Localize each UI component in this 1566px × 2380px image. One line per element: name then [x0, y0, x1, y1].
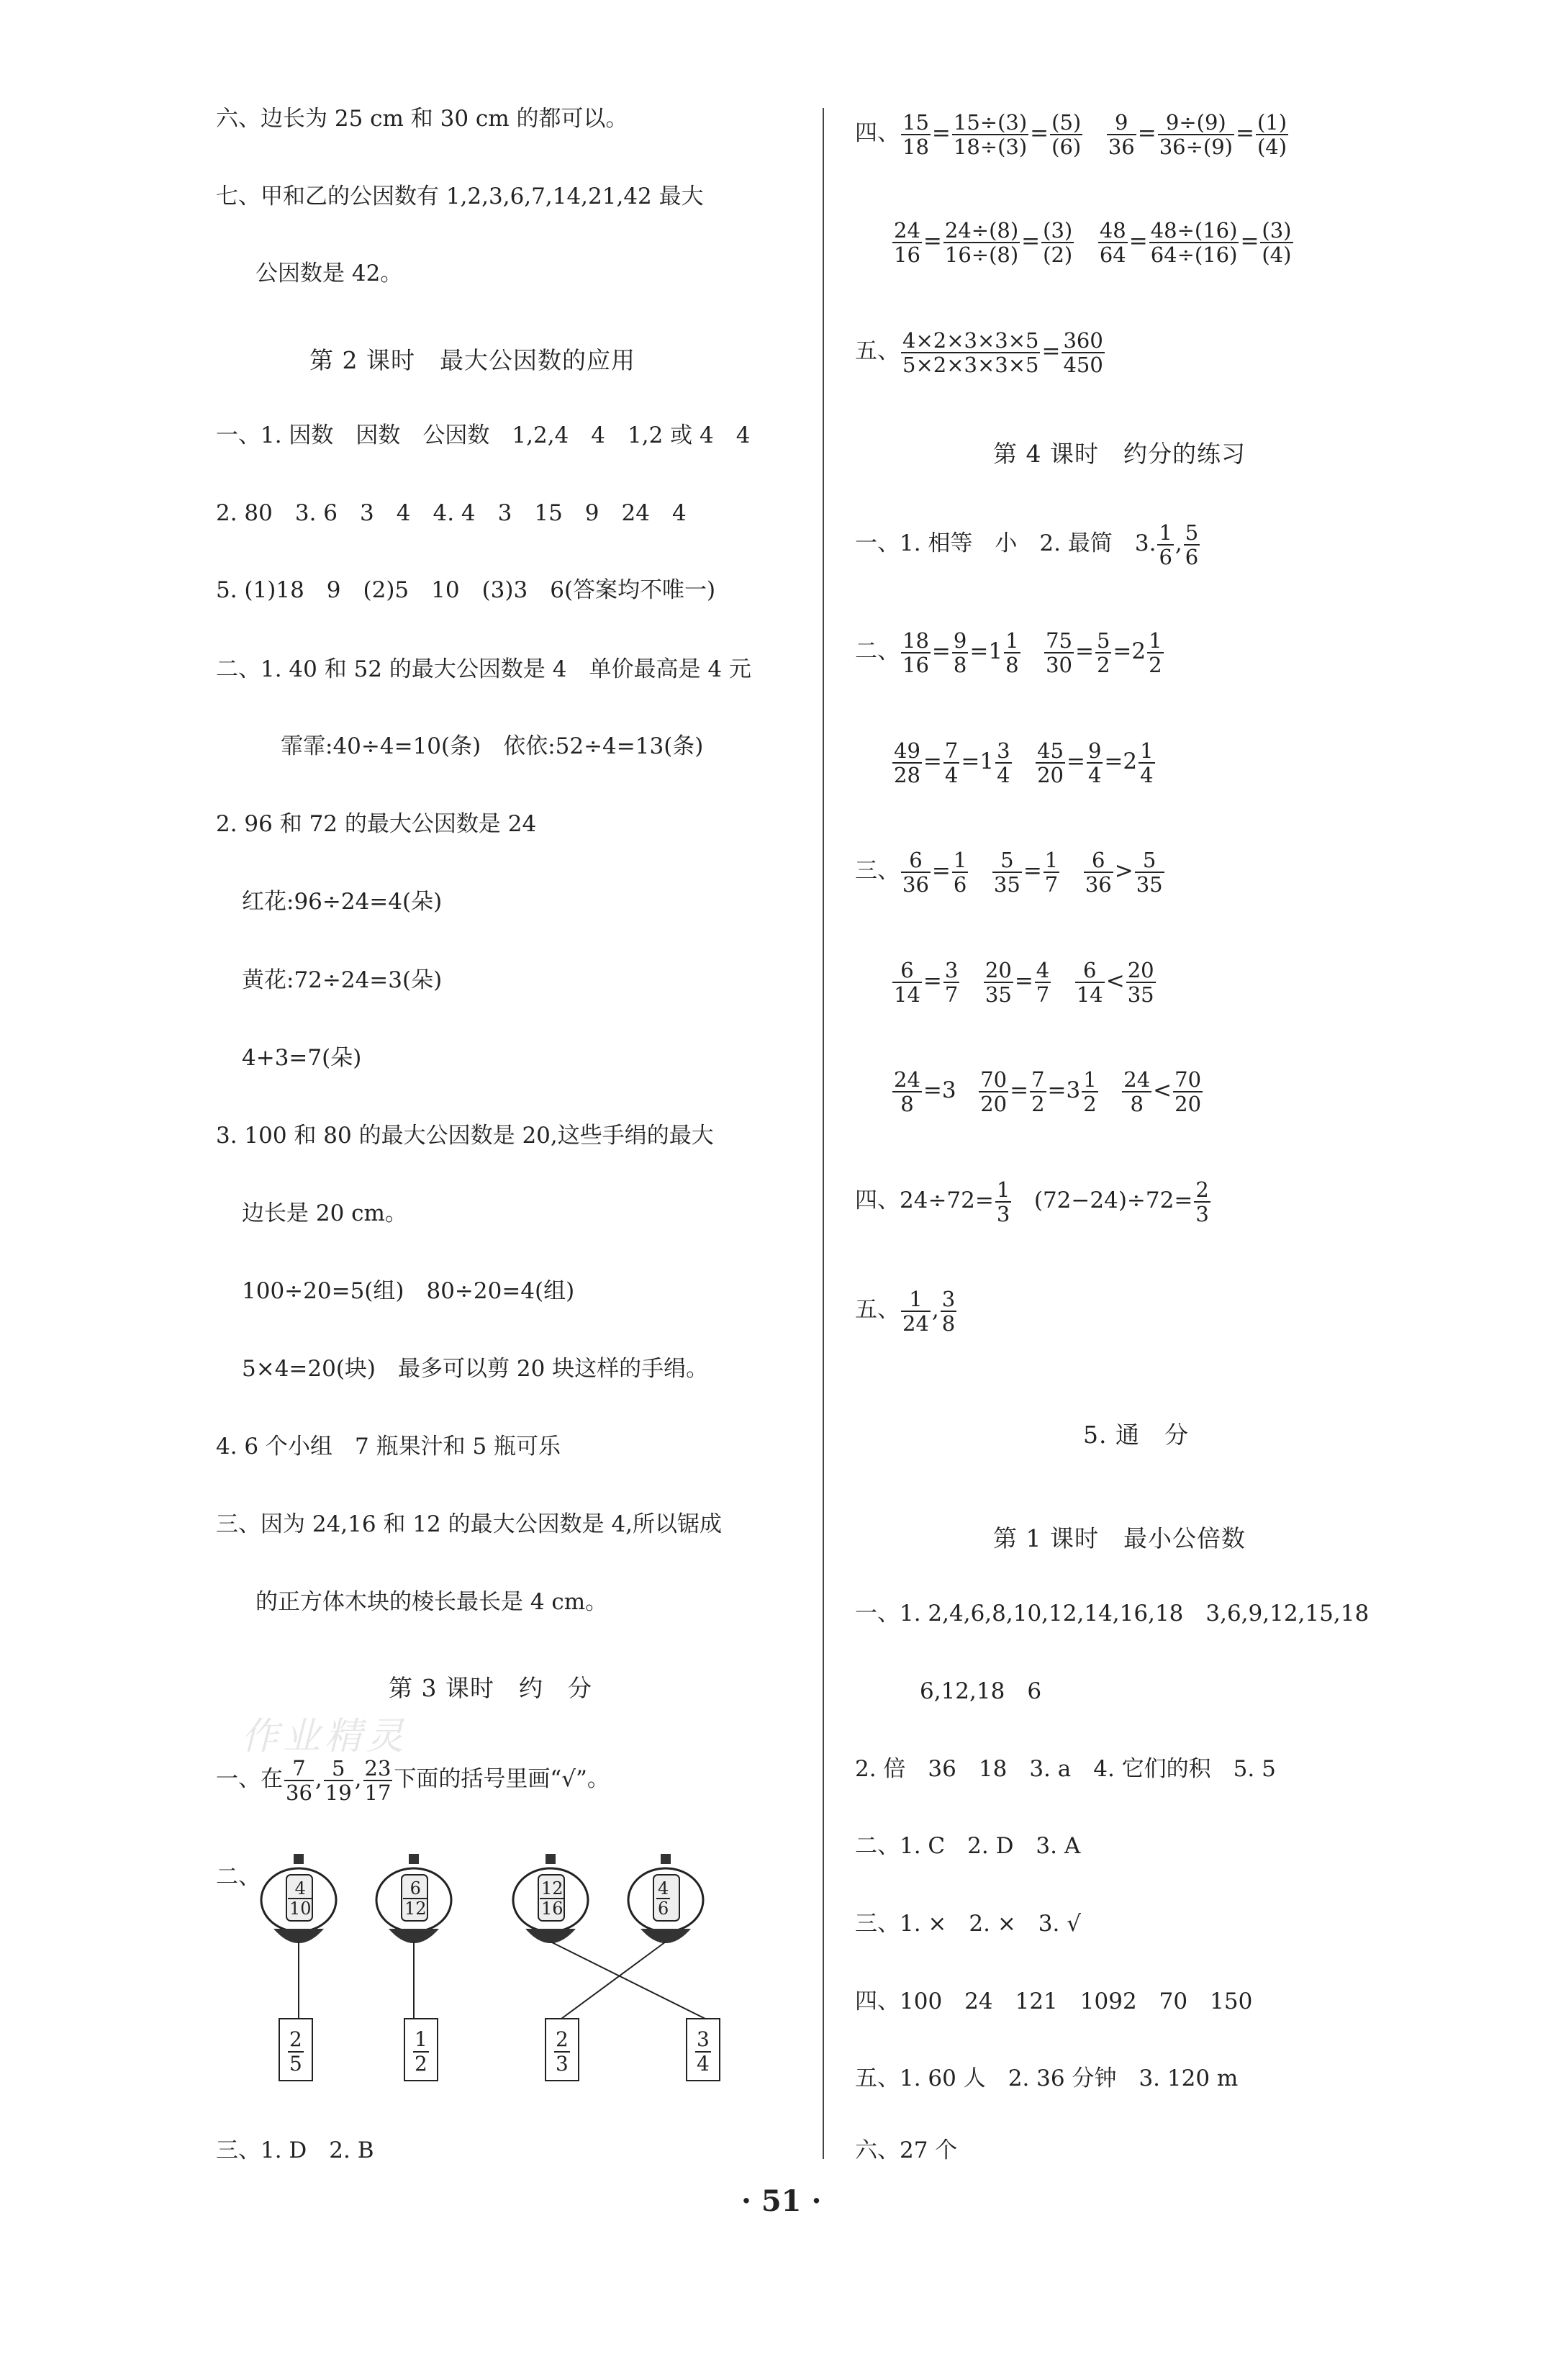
answer-line: 六、27 个 — [855, 2137, 958, 2163]
answer-line: 6,12,18 6 — [920, 1678, 1042, 1704]
lantern-fraction: $\frac{4}{6}$ — [658, 1878, 669, 1919]
fraction: $\frac{23}{17}$ — [364, 1755, 392, 1805]
answer-line: 六、边长为 25 cm 和 30 cm 的都可以。 — [216, 106, 628, 132]
column-divider — [823, 108, 824, 2159]
watermark: 作业精灵 — [241, 1715, 409, 1758]
answer-line: 五、1. 60 人 2. 36 分钟 3. 120 m — [855, 2065, 1239, 2091]
answer-line: 三、1. D 2. B — [216, 2137, 374, 2163]
answer-line: 二、 $\frac{18}{16}$ = $\frac{9}{8}$ =1 $\frac{1}{8}$ $\frac{75}{30}$ = $\frac{5}{2}$ =2 $\frac{1}{2}$ — [855, 628, 1162, 677]
answer-line: 4. 6 个小组 7 瓶果汁和 5 瓶可乐 — [216, 1434, 561, 1460]
lantern-fraction: $\frac{4}{10}$ — [289, 1878, 312, 1919]
fraction: $\frac{5}{19}$ — [325, 1755, 352, 1805]
match-line — [561, 1942, 666, 2019]
answer-line: 三、 $\frac{6}{36}$ = $\frac{1}{6}$ $\frac{5}{35}$ = $\frac{1}{7}$ $\frac{6}{36}$ > $\frac{5}{35}$ — [855, 847, 1163, 897]
section-heading: 第 4 课时 约分的练习 — [993, 440, 1246, 468]
answer-line: 5×4=20(块) 最多可以剪 20 块这样的手绢。 — [242, 1356, 709, 1382]
lantern-fraction: $\frac{6}{12}$ — [404, 1878, 427, 1919]
answer-line: 四、100 24 121 1092 70 150 — [855, 1988, 1253, 2014]
answer-line: $\frac{24}{8}$ =3 $\frac{70}{20}$ = $\frac{7}{2}$ =3 $\frac{1}{2}$ $\frac{24}{8}$ < $\frac{70}{20}$ — [894, 1067, 1202, 1116]
answer-line: 黄花:72÷24=3(朵) — [242, 967, 443, 993]
answer-line: 三、1. × 2. × 3. √ — [855, 1911, 1081, 1937]
answer-line: 四、24÷72= $\frac{1}{3}$ (72−24)÷72= $\frac{2}{3}$ — [855, 1177, 1209, 1226]
answer-line: 公因数是 42。 — [255, 261, 403, 286]
answer-line: 2. 96 和 72 的最大公因数是 24 — [216, 811, 537, 837]
answer-line: 4+3=7(朵) — [242, 1045, 362, 1071]
box-fraction: $\frac{3}{4}$ — [697, 2027, 710, 2076]
answer-text: 一、在 — [216, 1766, 283, 1792]
answer-line: 二、 — [216, 1864, 261, 1890]
answer-line: 一、在 $\frac{7}{36}$ , $\frac{5}{19}$ , $\frac{23}{17}$ 下面的括号里画“√”。 — [216, 1755, 610, 1805]
answer-line: 3. 100 和 80 的最大公因数是 20,这些手绢的最大 — [216, 1123, 714, 1149]
lantern-matching-diagram — [245, 1850, 763, 2087]
page-number: · 51 · — [741, 2184, 822, 2218]
answer-line: 边长是 20 cm。 — [242, 1200, 407, 1226]
answer-line: 100÷20=5(组) 80÷20=4(组) — [242, 1278, 575, 1304]
box-fraction: $\frac{2}{3}$ — [556, 2027, 569, 2076]
section-heading: 5. 通 分 — [1083, 1421, 1189, 1449]
answer-text: 下面的括号里画“√”。 — [394, 1766, 610, 1792]
section-heading: 第 1 课时 最小公倍数 — [993, 1524, 1246, 1552]
answer-line: 二、1. C 2. D 3. A — [855, 1833, 1081, 1859]
answer-line: 一、1. 相等 小 2. 最简 3. $\frac{1}{6}$ , $\frac{5}{6}$ — [855, 520, 1199, 569]
answer-line: 一、1. 2,4,6,8,10,12,14,16,18 3,6,9,12,15,18 — [855, 1601, 1370, 1626]
section-heading: 第 2 课时 最大公因数的应用 — [309, 346, 635, 374]
answer-line: 的正方体木块的棱长最长是 4 cm。 — [255, 1589, 608, 1615]
answer-line: 5. (1)18 9 (2)5 10 (3)3 6(答案均不唯一) — [216, 577, 716, 603]
answer-line: 二、1. 40 和 52 的最大公因数是 4 单价最高是 4 元 — [216, 656, 751, 682]
answer-line: 四、 $\frac{15}{18}$ = $\frac{15\div(3)}{18\div(3)}$ = $\frac{(5)}{(6)}$ $\frac{9}{36}$ = $\frac{9\div(9)}{36\div(9)}$ = $\frac{(1)}{(4)}$ — [855, 109, 1287, 159]
answer-line: 五、 $\frac{1}{24}$ , $\frac{3}{8}$ — [855, 1286, 956, 1336]
answer-line: 霏霏:40÷4=10(条) 依依:52÷4=13(条) — [281, 733, 704, 759]
box-fraction: $\frac{2}{5}$ — [289, 2027, 302, 2076]
answer-line: 一、1. 因数 因数 公因数 1,2,4 4 1,2 或 4 4 — [216, 422, 751, 448]
fraction: $\frac{7}{36}$ — [286, 1755, 312, 1805]
lantern-fraction: $\frac{12}{16}$ — [541, 1878, 564, 1919]
match-line — [551, 1942, 705, 2019]
answer-line: 七、甲和乙的公因数有 1,2,3,6,7,14,21,42 最大 — [216, 184, 704, 209]
answer-line: 2. 倍 36 18 3. a 4. 它们的积 5. 5 — [855, 1756, 1276, 1782]
box-fraction: $\frac{1}{2}$ — [415, 2027, 427, 2076]
answer-line: 三、因为 24,16 和 12 的最大公因数是 4,所以锯成 — [216, 1511, 723, 1537]
section-heading: 第 3 课时 约 分 — [389, 1674, 592, 1702]
answer-line: $\frac{49}{28}$ = $\frac{7}{4}$ =1 $\frac{3}{4}$ $\frac{45}{20}$ = $\frac{9}{4}$ =2 $\frac{1}{4}$ — [894, 738, 1154, 787]
answer-line: $\frac{6}{14}$ = $\frac{3}{7}$ $\frac{20}{35}$ = $\frac{4}{7}$ $\frac{6}{14}$ < $\frac{20}{35}$ — [894, 957, 1154, 1007]
answer-line: $\frac{24}{16}$ = $\frac{24\div(8)}{16\div(8)}$ = $\frac{(3)}{(2)}$ $\frac{48}{64}$ = $\frac{48\div(16)}{64\div(16)}$ = $\frac{(3)}{(4)}$ — [894, 217, 1292, 267]
answer-line: 红花:96÷24=4(朵) — [242, 889, 443, 915]
answer-line: 五、 $\frac{4\times 2\times 3\times 3\times 5}{5\times 2\times 3\times 3\times 5}$ = $\frac{360}{450}$ — [855, 327, 1103, 377]
answer-line: 2. 80 3. 6 3 4 4. 4 3 15 9 24 4 — [216, 500, 687, 526]
